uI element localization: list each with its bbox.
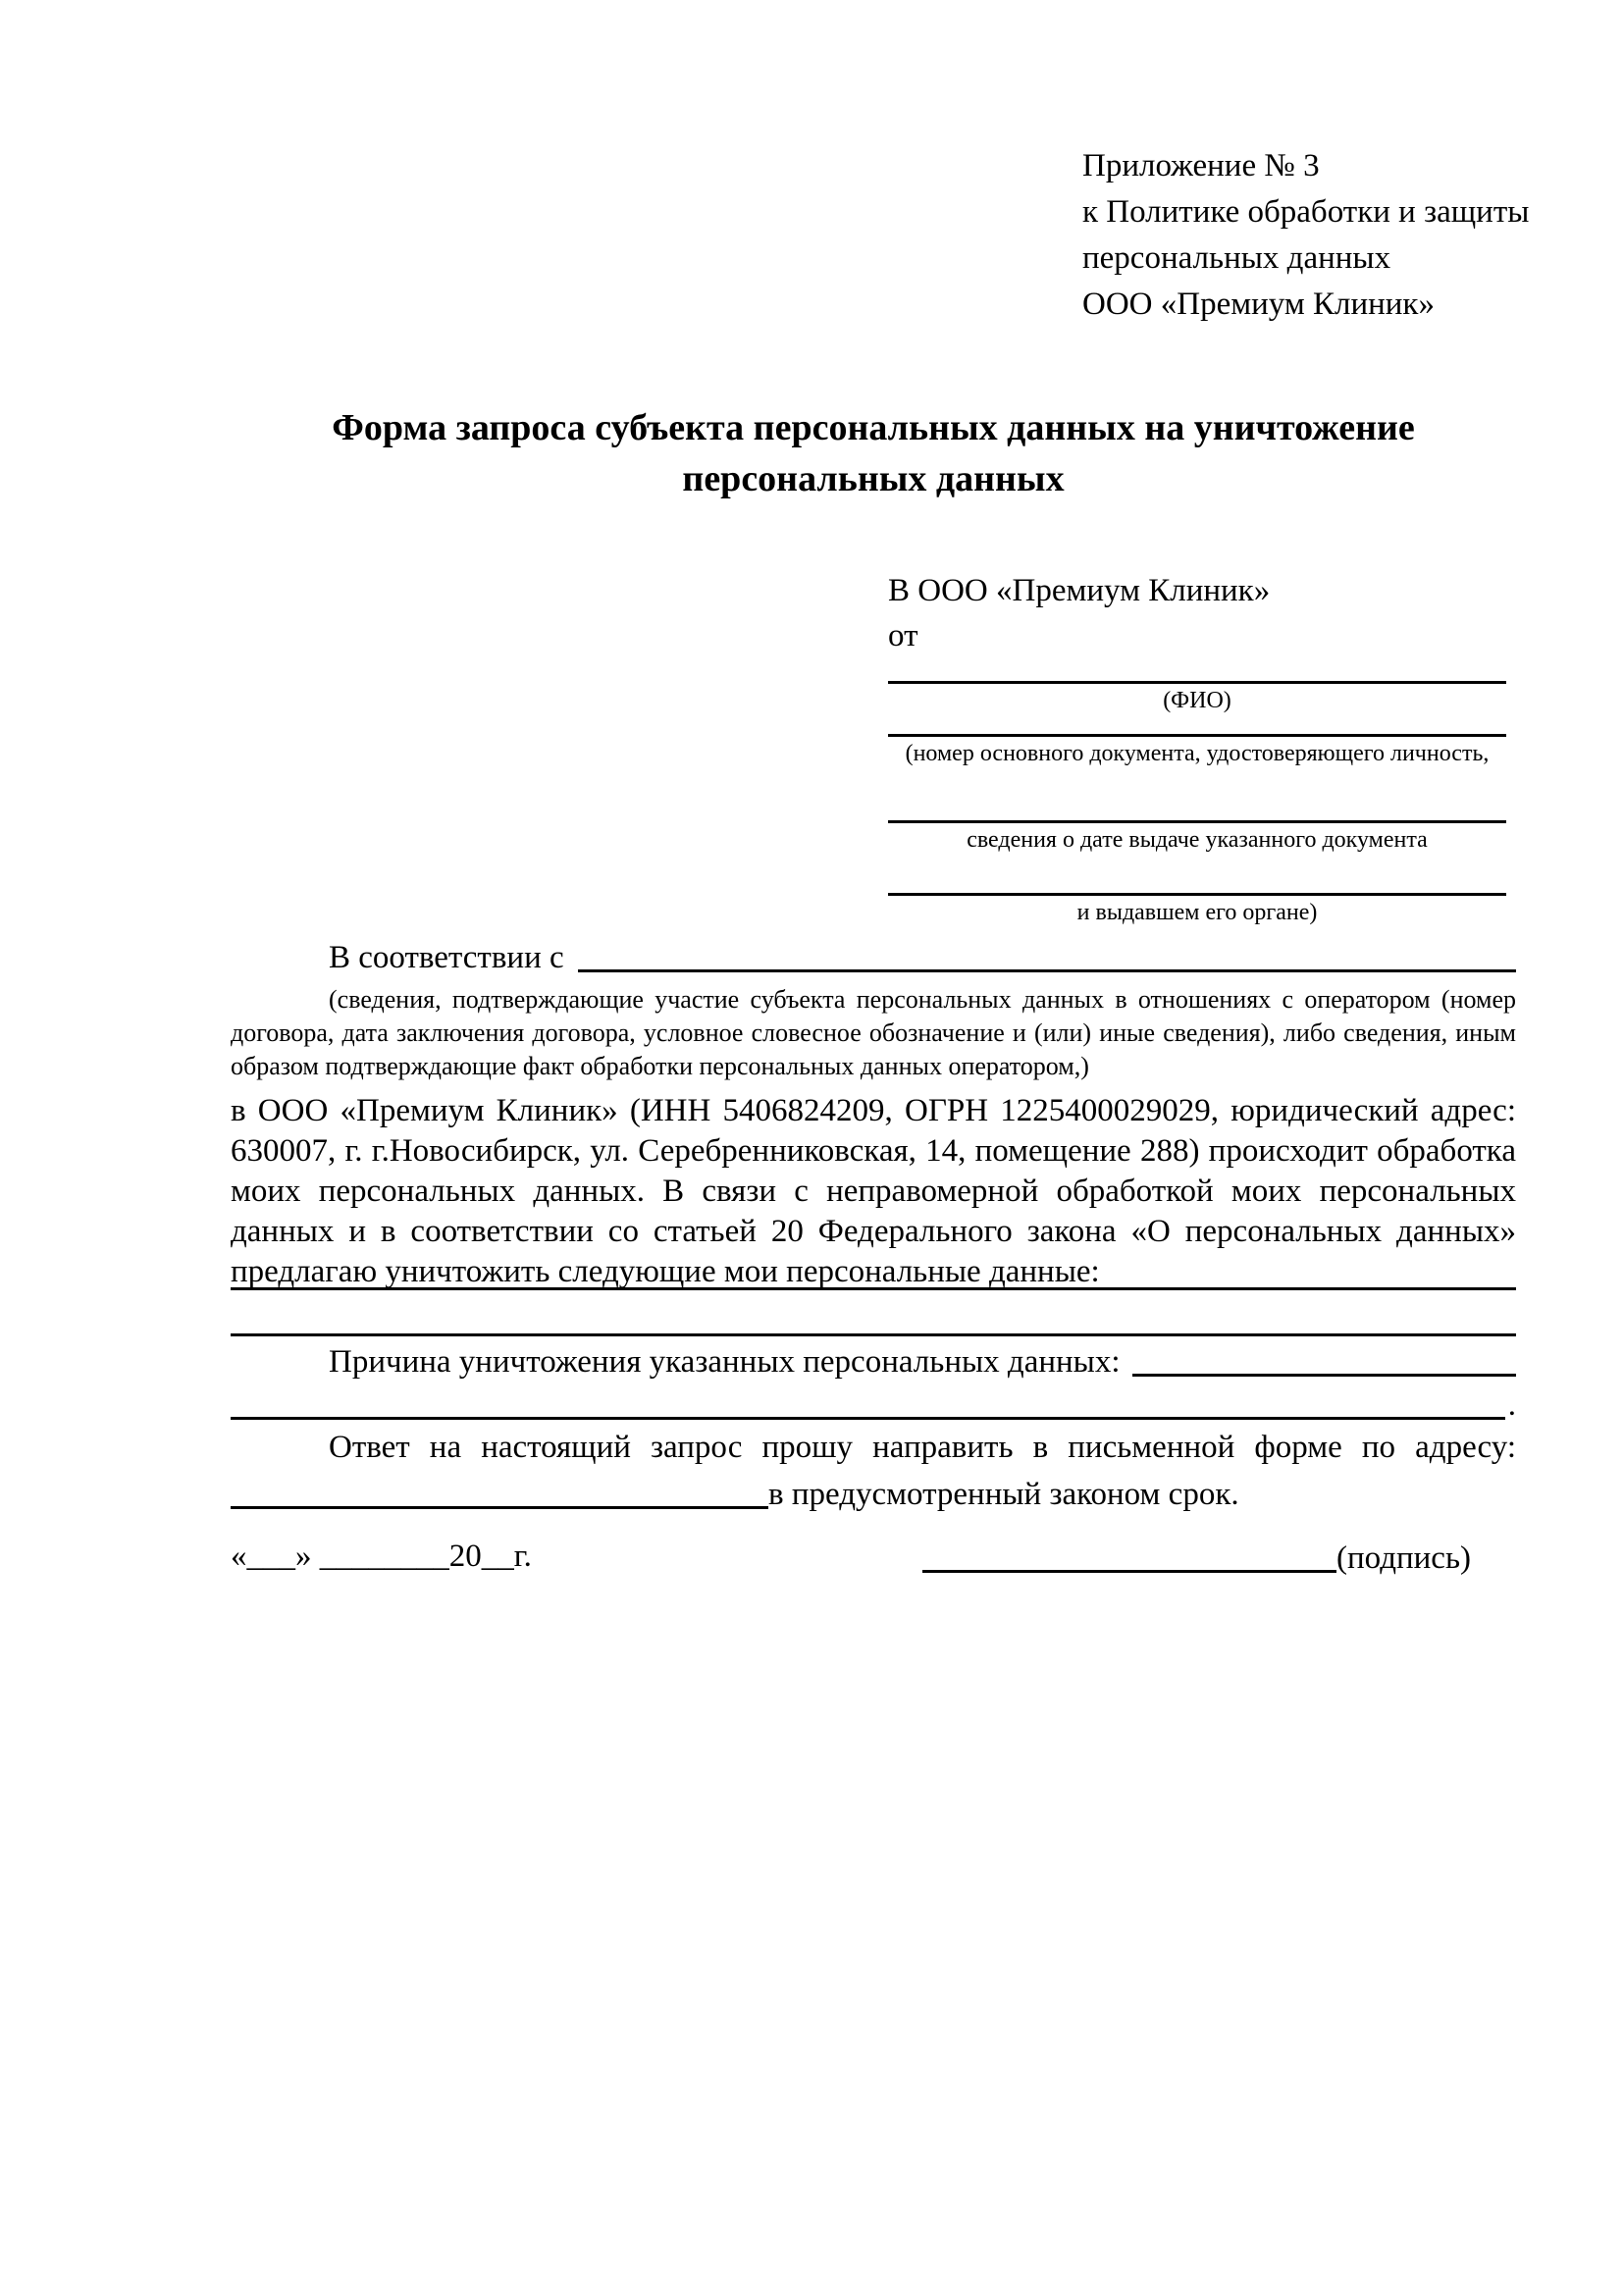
page-title-text: Форма запроса субъекта персональных данных на уничтожение персональных данных: [332, 407, 1415, 499]
date-signature-row: [231, 1535, 1516, 1580]
accordance-note: (сведения, подтверждающие участие субъекта персональных данных в отношениях с оператором (номер договора, дата заключения договора, условное словесное обозначение и (или) иные сведения), либо сведения, иным образом подтверждающие факт обработки персональных данных оператором,): [231, 985, 1516, 1080]
issue-date-caption: сведения о дате выдаче указанного документа: [967, 827, 1428, 853]
annex-line: персональных данных: [1082, 240, 1391, 276]
fio-field: [888, 657, 1506, 714]
accordance-fill-line: [578, 936, 1516, 972]
address-row: [231, 1471, 1516, 1516]
main-paragraph: в ООО «Премиум Клиник» (ИНН 5406824209, ОГРН 1225400029029, юридический адрес: 630007, г. г.Новосибирск, ул. Серебренниковская, 14, помещение 288) происходит обработка моих персональных данных. В связи с неправомерной обработкой моих персональных данных и в соответствии со статьей 20 Федерального закона «О персональных данных» предлагаю уничтожить следующие мои персональные данные:: [231, 1093, 1516, 1289]
addressee-block: [888, 569, 1506, 926]
response-tail: в предусмотренный законом срок.: [768, 1477, 1239, 1512]
line-terminator: .: [1507, 1387, 1516, 1423]
signature-fill-line: [922, 1535, 1336, 1573]
page-title: [231, 402, 1516, 504]
reason-fill-line: [1132, 1340, 1516, 1377]
personal-data-fill-line-1: [231, 1272, 1516, 1290]
issuing-authority-fill-line: [888, 854, 1506, 896]
reason-fill-line-2-rule: [231, 1383, 1505, 1420]
request-details-block: [231, 1272, 1516, 1516]
document-number-caption: (номер основного документа, удостоверяющего личность,: [905, 741, 1490, 766]
annex-reference: [1082, 143, 1529, 328]
issue-date-field: [888, 767, 1506, 854]
from-label: от: [888, 618, 918, 653]
accordance-row: [231, 936, 1516, 979]
fio-fill-line: [888, 657, 1506, 684]
annex-line: к Политике обработки и защиты: [1082, 194, 1530, 230]
personal-data-fill-line-2: [231, 1290, 1516, 1336]
issuing-authority-caption: и выдавшем его органе): [1076, 900, 1318, 925]
issuing-authority-field: [888, 854, 1506, 926]
accordance-lead: В соответствии с: [329, 940, 564, 975]
fio-caption: (ФИО): [1163, 688, 1231, 713]
reason-fill-line-2: [231, 1383, 1516, 1423]
signature-field: [922, 1535, 1471, 1580]
body-text-block: [231, 936, 1516, 1292]
address-fill-line: [231, 1471, 768, 1509]
signature-caption: (подпись): [1336, 1540, 1471, 1576]
document-number-fill-line: [888, 714, 1506, 737]
annex-line: ООО «Премиум Клиник»: [1082, 287, 1435, 322]
addressee-organization: В ООО «Премиум Клиник»: [888, 573, 1271, 608]
reason-row: [231, 1340, 1516, 1383]
reason-label: Причина уничтожения указанных персональных данных:: [329, 1344, 1121, 1380]
document-number-field: [888, 714, 1506, 767]
issue-date-fill-line: [888, 767, 1506, 823]
response-paragraph: Ответ на настоящий запрос прошу направить в письменной форме по адресу:: [329, 1430, 1516, 1465]
annex-line: Приложение № 3: [1082, 148, 1320, 183]
date-blank: «___» ________20__г.: [231, 1539, 532, 1574]
